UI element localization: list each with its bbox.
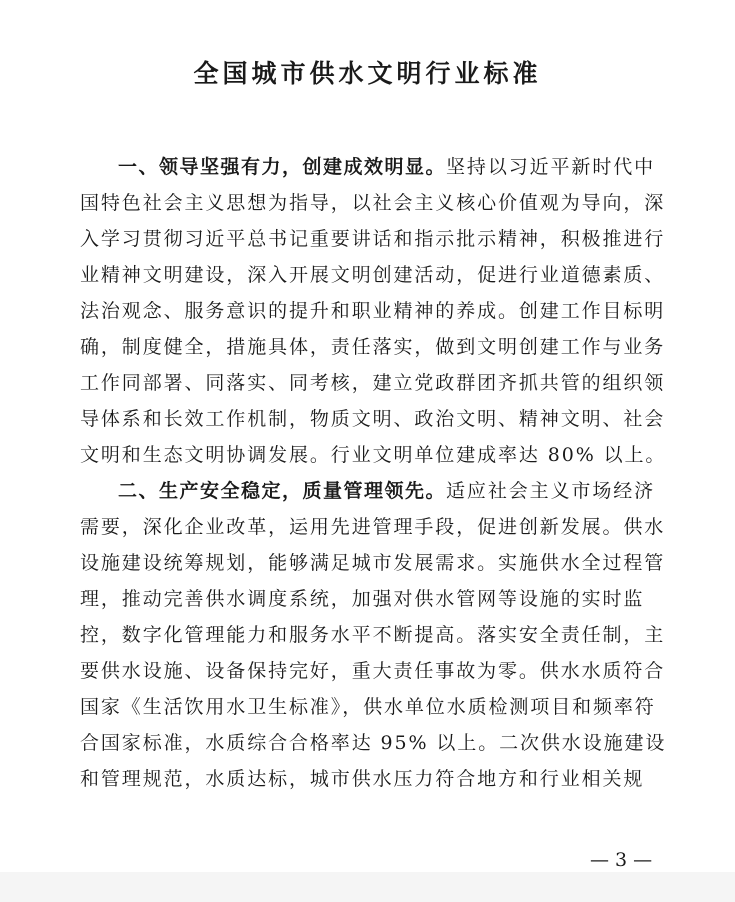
para1-line-4: 业精神文明建设，深入开展文明创建活动，促进行业道德素质、: [80, 264, 666, 286]
para1-line-5: 法治观念、服务意识的提升和职业精神的养成。创建工作目标明: [80, 300, 666, 322]
para1-line-6: 确，制度健全，措施具体，责任落实，做到文明创建工作与业务: [80, 336, 666, 358]
para2-line-1: [118, 476, 655, 503]
para1-line-8: 导体系和长效工作机制，物质文明、政治文明、精神文明、社会: [80, 408, 666, 430]
para2-line-2: 需要，深化企业改革，运用先进管理手段，促进创新发展。供水: [80, 516, 666, 538]
para1-line-3: 入学习贯彻习近平总书记重要讲话和指示批示精神，积极推进行: [80, 228, 666, 250]
para2-line-1-text: 适应社会主义市场经济: [446, 480, 656, 502]
para2-heading: 二、生产安全稳定，质量管理领先。: [118, 480, 447, 502]
para1-line-1-text: 坚持以习近平新时代中: [446, 156, 656, 178]
document-title: 全国城市供水文明行业标准: [193, 59, 542, 88]
para1-heading: 一、领导坚强有力，创建成效明显。: [118, 156, 447, 178]
para1-line-7: 工作同部署、同落实、同考核，建立党政群团齐抓共管的组织领: [80, 372, 666, 394]
para2-line-4: 理，推动完善供水调度系统，加强对供水管网等设施的实时监: [80, 588, 645, 610]
para1-line-1: [118, 152, 655, 179]
para2-line-6: 要供水设施、设备保持完好，重大责任事故为零。供水水质符合: [80, 660, 666, 682]
viewer-bottom-strip: [0, 872, 735, 902]
para2-line-7: 国家《生活饮用水卫生标准》，供水单位水质检测项目和频率符: [80, 696, 656, 718]
para2-line-8: 合国家标准，水质综合合格率达 95% 以上。二次供水设施建设: [80, 732, 667, 754]
para2-line-3: 设施建设统筹规划，能够满足城市发展需求。实施供水全过程管: [80, 552, 666, 574]
para1-line-2: 国特色社会主义思想为指导，以社会主义核心价值观为导向，深: [80, 192, 666, 214]
para2-line-9: 和管理规范，水质达标，城市供水压力符合地方和行业相关规: [80, 768, 645, 790]
para2-line-5: 控，数字化管理能力和服务水平不断提高。落实安全责任制，主: [80, 624, 666, 646]
page-number: — 3 —: [590, 849, 653, 871]
para1-line-9: 文明和生态文明协调发展。行业文明单位建成率达 80% 以上。: [80, 444, 667, 466]
